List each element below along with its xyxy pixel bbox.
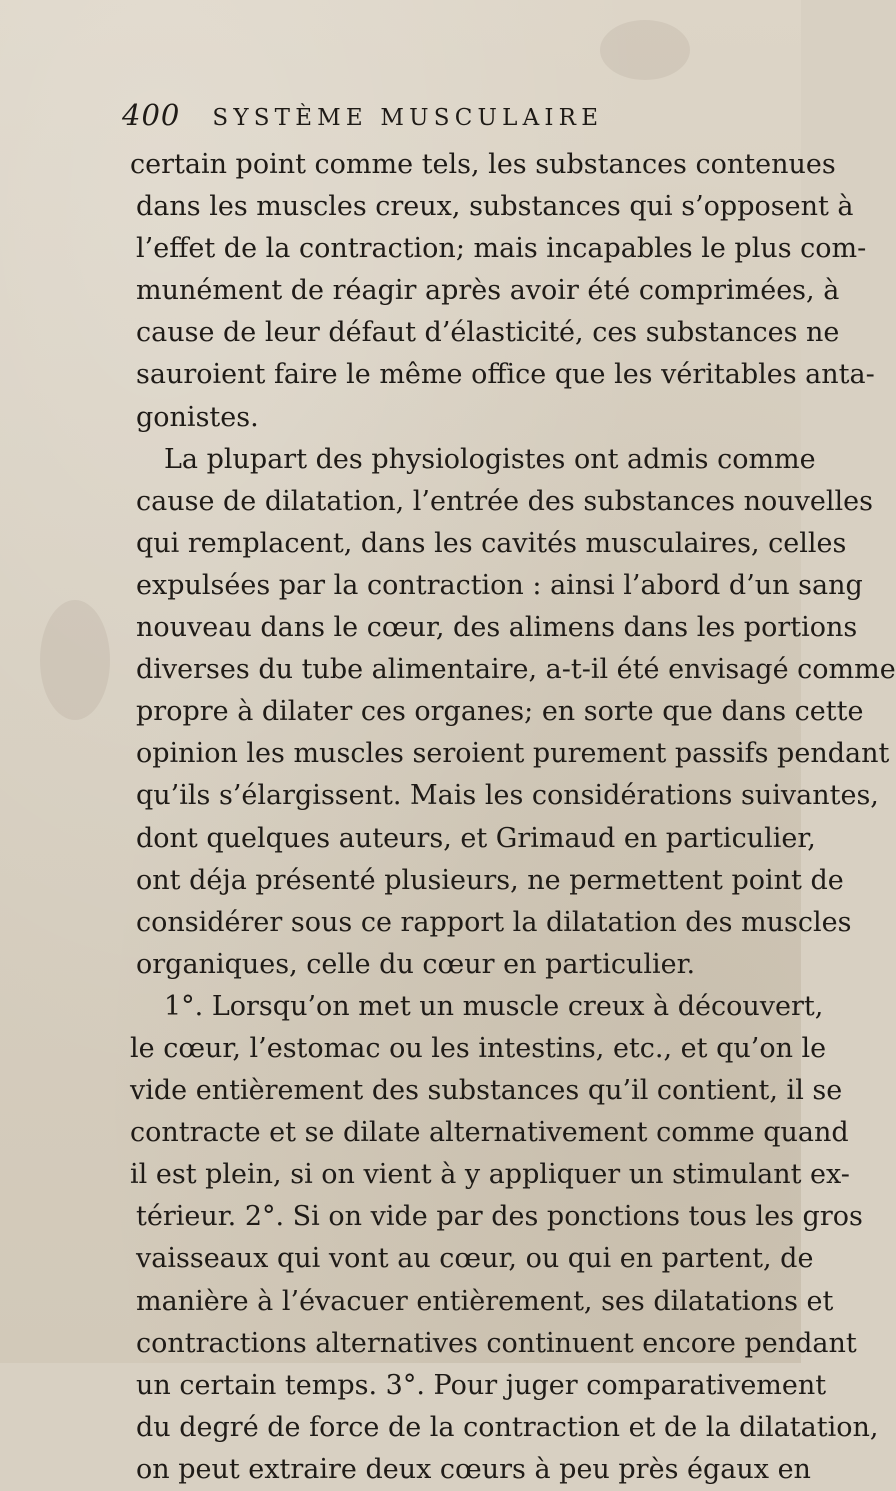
text-line: le cœur, l’estomac ou les intestins, etc., et qu’on le xyxy=(130,1032,827,1064)
text-line: organiques, celle du cœur en particulier. xyxy=(136,948,696,980)
text-line: expulsées par la contraction : ainsi l’abord d’un sang xyxy=(136,569,863,601)
text-line: dont quelques auteurs, et Grimaud en particulier, xyxy=(136,822,816,854)
text-line: vaisseaux qui vont au cœur, ou qui en partent, de xyxy=(136,1243,814,1275)
paper-stain xyxy=(600,20,690,80)
text-line: on peut extraire deux cœurs à peu près égaux en xyxy=(136,1453,811,1485)
text-line: térieur. 2°. Si on vide par des ponctions tous les gros xyxy=(136,1201,863,1233)
text-line: ont déja présenté plusieurs, ne permettent point de xyxy=(136,864,844,896)
running-title: SYSTÈME MUSCULAIRE xyxy=(212,105,604,131)
text-line: l’effet de la contraction; mais incapables le plus com- xyxy=(136,233,867,265)
text-line: contracte et se dilate alternativement comme quand xyxy=(130,1117,849,1149)
page-number: 400 xyxy=(122,98,181,132)
text-line: certain point comme tels, les substances contenues xyxy=(130,149,836,180)
text-line: du degré de force de la contraction et de la dilatation, xyxy=(136,1411,879,1443)
text-line: vide entièrement des substances qu’il contient, il se xyxy=(130,1075,843,1107)
paper-stain xyxy=(40,600,110,720)
text-line: opinion les muscles seroient purement passifs pendant xyxy=(136,738,890,770)
text-line: gonistes. xyxy=(136,401,259,433)
page-header xyxy=(122,98,682,138)
text-line: considérer sous ce rapport la dilatation des muscles xyxy=(136,906,852,938)
text-line: qu’ils s’élargissent. Mais les considérations suivantes, xyxy=(136,780,879,812)
text-line: il est plein, si on vient à y appliquer un stimulant ex- xyxy=(130,1159,850,1191)
text-line: propre à dilater ces organes; en sorte que dans cette xyxy=(136,696,864,728)
text-line: cause de leur défaut d’élasticité, ces substances ne xyxy=(136,317,840,349)
paragraph-first-line: 1°. Lorsqu’on met un muscle creux à découvert, xyxy=(164,990,824,1022)
text-line: manière à l’évacuer entièrement, ses dilatations et xyxy=(136,1285,834,1317)
text-line: contractions alternatives continuent encore pendant xyxy=(136,1327,857,1359)
text-line: nouveau dans le cœur, des alimens dans les portions xyxy=(136,612,858,644)
text-line: dans les muscles creux, substances qui s’opposent à xyxy=(136,191,854,223)
text-line: diverses du tube alimentaire, a-t-il été envisagé comme xyxy=(136,654,896,686)
paragraph-first-line: La plupart des physiologistes ont admis comme xyxy=(164,443,816,475)
text-line: cause de dilatation, l’entrée des substances nouvelles xyxy=(136,485,873,517)
text-line: sauroient faire le même office que les véritables anta- xyxy=(136,359,875,391)
text-line: munément de réagir après avoir été comprimées, à xyxy=(136,275,840,307)
text-line: qui remplacent, dans les cavités musculaires, celles xyxy=(136,527,847,559)
body-text xyxy=(108,144,896,1491)
text-line: un certain temps. 3°. Pour juger comparativement xyxy=(136,1369,827,1401)
